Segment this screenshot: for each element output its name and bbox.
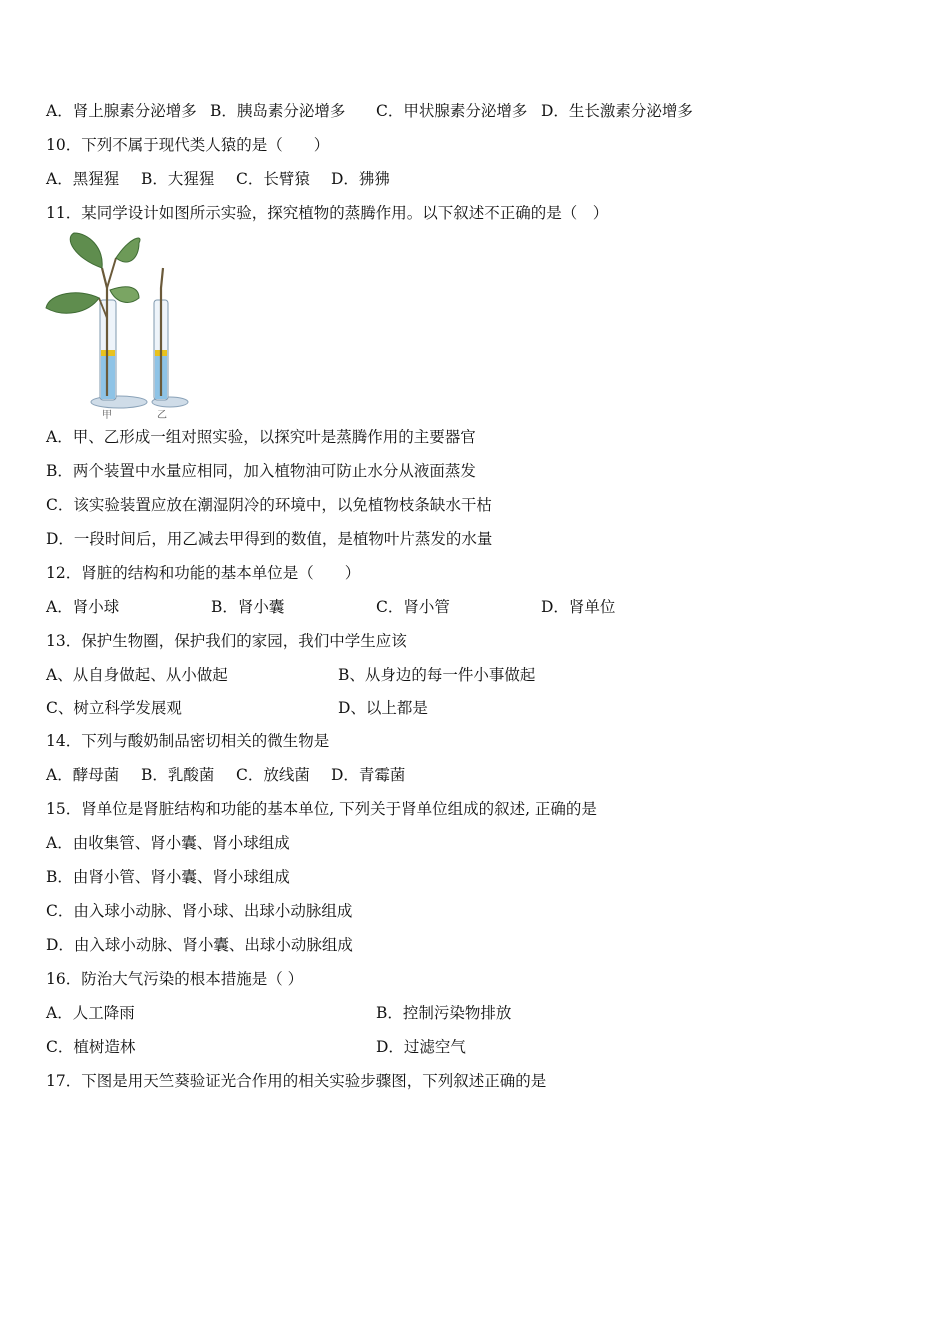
q16-option-b: B．控制污染物排放 — [376, 1004, 512, 1022]
q14-option-c: C．放线菌 — [236, 766, 310, 784]
q16-stem: 16．防治大气污染的根本措施是（ ） — [46, 970, 304, 988]
q11-option-c: C．该实验装置应放在潮湿阴冷的环境中，以免植物枝条缺水干枯 — [46, 496, 492, 514]
q9-option-d: D．生长激素分泌增多 — [541, 102, 693, 120]
q14-option-d: D．青霉菌 — [331, 766, 406, 784]
q13-option-d: D、以上都是 — [338, 699, 428, 717]
q14-option-a: A．酵母菌 — [46, 766, 120, 784]
q16-option-c: C．植树造林 — [46, 1038, 136, 1056]
q12-stem: 12．肾脏的结构和功能的基本单位是（ ） — [46, 564, 361, 582]
q11-option-a: A．甲、乙形成一组对照实验，以探究叶是蒸腾作用的主要器官 — [46, 428, 476, 446]
figure-label-left: 甲 — [102, 410, 112, 420]
figure-label-right: 乙 — [157, 410, 167, 420]
q10-option-d: D．狒狒 — [331, 170, 390, 188]
q10-stem: 10．下列不属于现代类人猿的是（ ） — [46, 136, 330, 154]
q13-stem: 13．保护生物圈，保护我们的家园，我们中学生应该 — [46, 632, 407, 650]
q14-option-b: B．乳酸菌 — [141, 766, 215, 784]
q13-option-a: A、从自身做起、从小做起 — [46, 666, 228, 684]
q12-option-d: D．肾单位 — [541, 598, 616, 616]
q15-option-c: C．由入球小动脉、肾小球、出球小动脉组成 — [46, 902, 353, 920]
q9-option-c: C．甲状腺素分泌增多 — [376, 102, 528, 120]
q9-option-a: A．肾上腺素分泌增多 — [46, 102, 197, 120]
q10-option-c: C．长臂猿 — [236, 170, 310, 188]
q15-option-a: A．由收集管、肾小囊、肾小球组成 — [46, 834, 290, 852]
q15-option-b: B．由肾小管、肾小囊、肾小球组成 — [46, 868, 290, 886]
q13-option-c: C、树立科学发展观 — [46, 699, 182, 717]
q17-stem: 17．下图是用天竺葵验证光合作用的相关实验步骤图，下列叙述正确的是 — [46, 1072, 547, 1090]
q16-option-d: D．过滤空气 — [376, 1038, 466, 1056]
q11-option-b: B．两个装置中水量应相同，加入植物油可防止水分从液面蒸发 — [46, 462, 476, 480]
q15-stem: 15．肾单位是肾脏结构和功能的基本单位, 下列关于肾单位组成的叙述, 正确的是 — [46, 800, 597, 818]
q16-option-a: A．人工降雨 — [46, 1004, 135, 1022]
q11-stem: 11．某同学设计如图所示实验，探究植物的蒸腾作用。以下叙述不正确的是（ ） — [46, 204, 609, 222]
q12-option-a: A．肾小球 — [46, 598, 120, 616]
q13-option-b: B、从身边的每一件小事做起 — [338, 666, 536, 684]
q14-stem: 14．下列与酸奶制品密切相关的微生物是 — [46, 732, 330, 750]
q10-option-b: B．大猩猩 — [141, 170, 215, 188]
q11-option-d: D．一段时间后，用乙减去甲得到的数值，是植物叶片蒸发的水量 — [46, 530, 493, 548]
q12-option-b: B．肾小囊 — [211, 598, 285, 616]
q9-option-b: B．胰岛素分泌增多 — [210, 102, 346, 120]
q15-option-d: D．由入球小动脉、肾小囊、出球小动脉组成 — [46, 936, 353, 954]
q12-option-c: C．肾小管 — [376, 598, 450, 616]
q10-option-a: A．黑猩猩 — [46, 170, 120, 188]
transpiration-experiment-figure — [44, 228, 194, 420]
